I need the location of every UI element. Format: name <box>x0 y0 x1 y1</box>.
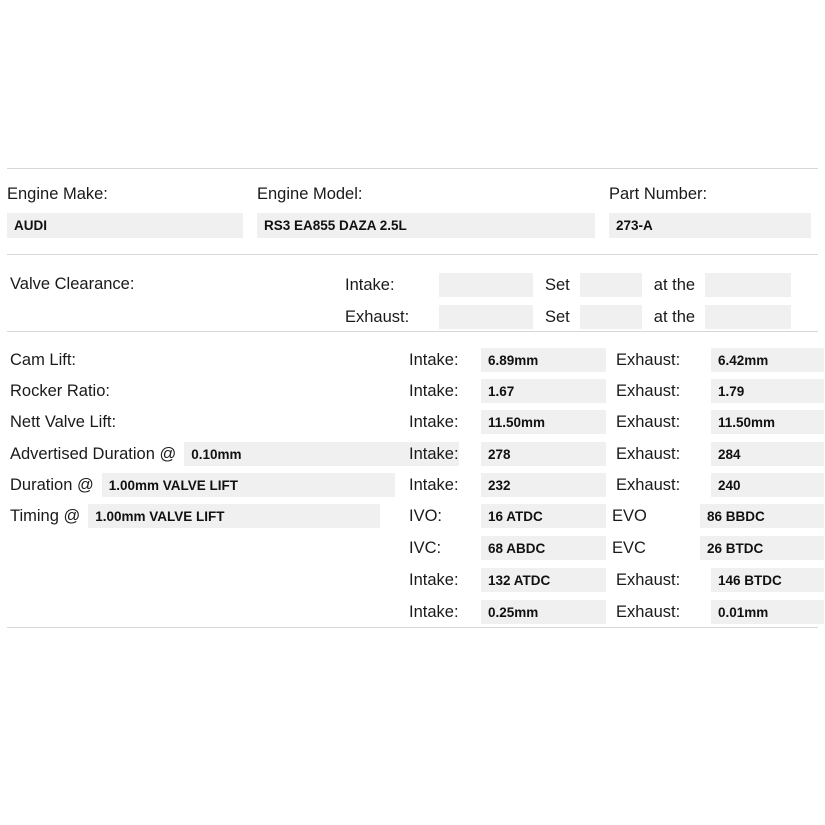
rocker-ratio-label: Rocker Ratio: <box>10 381 110 400</box>
evc-label: EVC <box>612 538 646 557</box>
timing-left <box>10 504 380 528</box>
rocker-ratio-exhaust-label: Exhaust: <box>616 381 681 400</box>
rocker-ratio-intake-value[interactable]: 1.67 <box>481 379 606 403</box>
advertised-duration-intake-label: Intake: <box>409 444 459 463</box>
cam-lift-label: Cam Lift: <box>10 350 77 369</box>
engine-model-label: Engine Model: <box>257 185 363 203</box>
duration-intake-label: Intake: <box>409 475 459 494</box>
valve-clearance-intake-set-label: Set <box>545 275 570 294</box>
engine-model-field <box>257 185 609 238</box>
nett-valve-lift-left <box>10 413 124 432</box>
evo-value[interactable]: 86 BBDC <box>700 504 824 528</box>
cam-lift-exhaust-value[interactable]: 6.42mm <box>711 348 824 372</box>
nett-valve-lift-intake-label: Intake: <box>409 412 459 431</box>
lash-exhaust-label: Exhaust: <box>616 602 681 621</box>
spec-row-nett-valve-lift <box>0 410 811 434</box>
timing-label: Timing @ <box>10 506 81 525</box>
valve-clearance-exhaust-at-label: at the <box>653 307 696 326</box>
valve-clearance-intake-row <box>345 273 791 297</box>
spec-row-lash <box>0 600 811 624</box>
valve-clearance-label: Valve Clearance: <box>10 275 135 293</box>
valve-clearance-intake-set-value[interactable] <box>580 273 642 297</box>
part-number-field <box>609 185 811 238</box>
engine-make-value[interactable]: AUDI <box>7 213 243 238</box>
cam-lift-intake-value[interactable]: 6.89mm <box>481 348 606 372</box>
centerline-exhaust-label: Exhaust: <box>616 570 681 589</box>
valve-clearance-intake-value[interactable] <box>439 273 533 297</box>
divider-bottom <box>7 627 818 628</box>
nett-valve-lift-intake-value[interactable]: 11.50mm <box>481 410 606 434</box>
spec-row-timing <box>0 504 811 528</box>
evc-value[interactable]: 26 BTDC <box>700 536 824 560</box>
duration-intake-value[interactable]: 232 <box>481 473 606 497</box>
duration-lift-value[interactable]: 1.00mm VALVE LIFT <box>102 473 395 497</box>
valve-clearance-exhaust-set-label: Set <box>545 307 570 326</box>
cam-lift-left <box>10 351 84 370</box>
nett-valve-lift-label: Nett Valve Lift: <box>10 412 117 431</box>
rocker-ratio-left <box>10 382 118 401</box>
nett-valve-lift-exhaust-value[interactable]: 11.50mm <box>711 410 824 434</box>
ivc-label: IVC: <box>409 538 442 557</box>
valve-clearance-exhaust-at-value[interactable] <box>705 305 791 329</box>
spec-row-cam-lift <box>0 348 811 372</box>
cam-lift-intake-label: Intake: <box>409 350 459 369</box>
spec-row-ivc-evc <box>0 536 811 560</box>
valve-clearance-exhaust-label: Exhaust: <box>345 307 410 326</box>
duration-left <box>10 473 395 497</box>
spec-row-centerline <box>0 568 811 592</box>
valve-clearance-intake-at-value[interactable] <box>705 273 791 297</box>
advertised-duration-exhaust-value[interactable]: 284 <box>711 442 824 466</box>
nett-valve-lift-exhaust-label: Exhaust: <box>616 412 681 431</box>
timing-lift-value[interactable]: 1.00mm VALVE LIFT <box>88 504 380 528</box>
lash-exhaust-value[interactable]: 0.01mm <box>711 600 824 624</box>
ivo-value[interactable]: 16 ATDC <box>481 504 606 528</box>
engine-identification-block <box>0 169 825 238</box>
engine-make-label: Engine Make: <box>7 185 108 203</box>
ivo-label: IVO: <box>409 506 443 525</box>
cam-lift-exhaust-label: Exhaust: <box>616 350 681 369</box>
advertised-duration-left <box>10 442 459 466</box>
valve-clearance-exhaust-set-value[interactable] <box>580 305 642 329</box>
part-number-label: Part Number: <box>609 185 708 203</box>
cam-specs-block <box>0 332 825 627</box>
ivc-value[interactable]: 68 ABDC <box>481 536 606 560</box>
valve-clearance-intake-label: Intake: <box>345 275 395 294</box>
duration-exhaust-value[interactable]: 240 <box>711 473 824 497</box>
engine-make-field <box>7 185 257 238</box>
valve-clearance-exhaust-row <box>345 305 791 329</box>
engine-model-value[interactable]: RS3 EA855 DAZA 2.5L <box>257 213 595 238</box>
rocker-ratio-exhaust-value[interactable]: 1.79 <box>711 379 824 403</box>
valve-clearance-block <box>0 255 825 331</box>
duration-exhaust-label: Exhaust: <box>616 475 681 494</box>
lash-intake-value[interactable]: 0.25mm <box>481 600 606 624</box>
centerline-intake-value[interactable]: 132 ATDC <box>481 568 606 592</box>
spec-row-rocker-ratio <box>0 379 811 403</box>
centerline-exhaust-value[interactable]: 146 BTDC <box>711 568 824 592</box>
cam-spec-sheet <box>0 168 825 628</box>
spec-row-advertised-duration <box>0 442 811 466</box>
valve-clearance-intake-at-label: at the <box>653 275 696 294</box>
advertised-duration-lift-value[interactable]: 0.10mm <box>184 442 459 466</box>
evo-label: EVO <box>612 506 647 525</box>
lash-intake-label: Intake: <box>409 602 459 621</box>
centerline-intake-label: Intake: <box>409 570 459 589</box>
rocker-ratio-intake-label: Intake: <box>409 381 459 400</box>
advertised-duration-exhaust-label: Exhaust: <box>616 444 681 463</box>
advertised-duration-intake-value[interactable]: 278 <box>481 442 606 466</box>
part-number-value[interactable]: 273-A <box>609 213 811 238</box>
duration-label: Duration @ <box>10 475 94 494</box>
advertised-duration-label: Advertised Duration @ <box>10 444 177 463</box>
valve-clearance-exhaust-value[interactable] <box>439 305 533 329</box>
spec-row-duration <box>0 473 811 497</box>
